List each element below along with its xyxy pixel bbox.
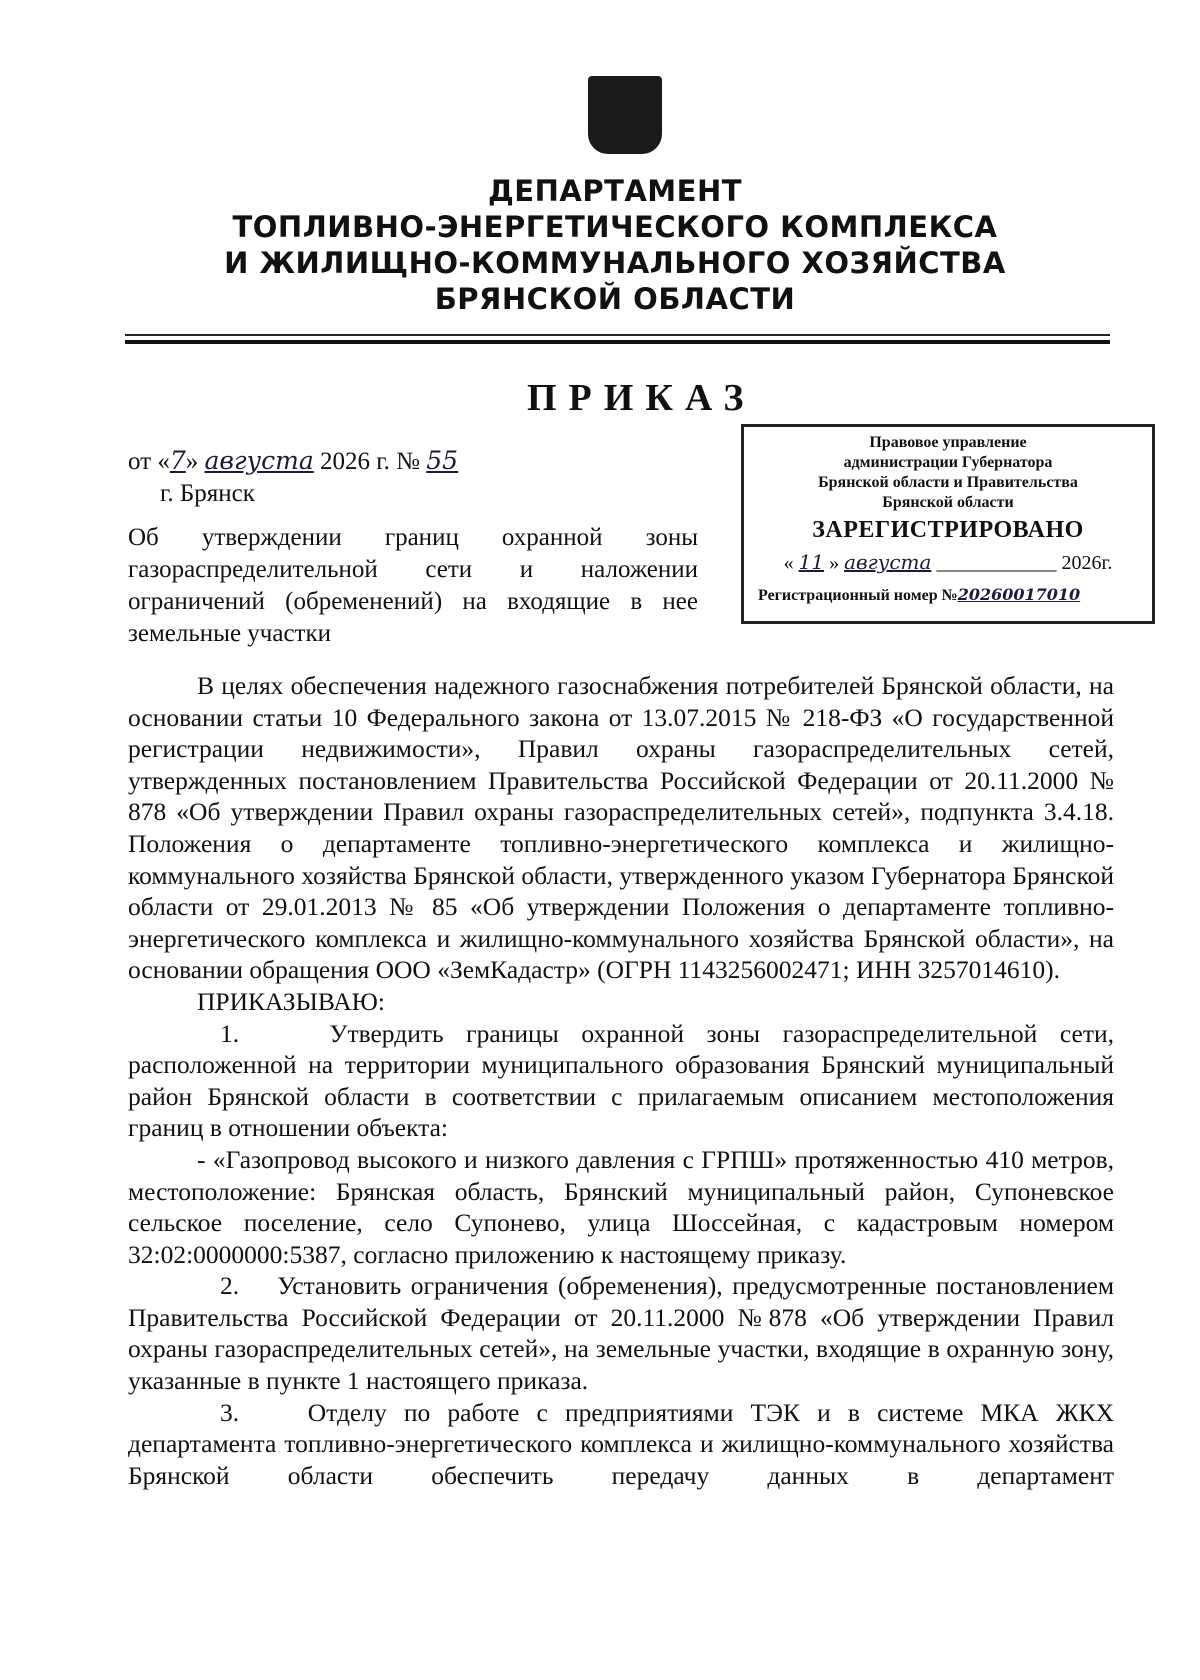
stamp-month: августа [844,550,932,574]
date-prefix: от « [128,448,170,475]
department-header [0,173,1200,317]
header-line: БРЯНСКОЙ ОБЛАСТИ [434,282,796,316]
stamp-reg-label: Регистрационный номер № [758,587,958,604]
date-year: 2026 г. [319,448,390,475]
order-item-1: 1. Утвердить границы охранной зоны газораспределительной сети, расположенной на территории муниципального образования Брянский муниципальный район Брянской области в соответствии с прилагаемым описанием местоположения границ в отношении объекта: [128,1018,1114,1143]
stamp-org-line: Брянской области [882,494,1014,511]
stamp-registration-number [744,585,1152,605]
date-month: августа [204,446,314,475]
order-date-line [128,446,458,476]
stamp-org-line: Брянской области и Правительства [818,474,1078,491]
registration-stamp [741,424,1155,624]
stamp-year: 2026г. [1061,552,1113,574]
stamp-date: « 11 » августа ____________ 2026г. [783,550,1113,574]
stamp-reg-number: 20260017010 [957,585,1081,604]
stamp-day: 11 [798,550,825,574]
order-number-label: № [396,448,421,475]
order-number: 55 [426,446,459,475]
order-item-2: 2. Установить ограничения (обременения), предусмотренные постановлением Правительства Российской Федерации от 20.11.2000 №878 «Об утверждении Правил охраны газораспределительных сетей», на земельные участки, входящие в охранную зону, указанные в пункте 1 настоящего приказа. [128,1271,1114,1396]
coat-of-arms-emblem [588,76,662,154]
order-subject: Об утверждении границ охранной зоны газораспределительной сети и наложении ограничений (обременений) на входящие в нее земельные участки [128,524,698,647]
stamp-organization [744,433,1152,513]
stamp-org-line: администрации Губернатора [843,454,1053,471]
stamp-registered-label: ЗАРЕГИСТРИРОВАНО [812,517,1084,543]
header-line: И ЖИЛИЩНО-КОММУНАЛЬНОГО ХОЗЯЙСТВА [224,246,1006,280]
date-day: 7 [169,446,186,475]
header-divider-thick [125,340,1110,344]
order-item-3: 3. Отделу по работе с предприятиями ТЭК и в системе МКА ЖКХ департамента топливно-энергетического комплекса и жилищно-коммунального хозяйства Брянской области обеспечить передачу данных в департамент [128,1397,1114,1490]
header-line: ТОПЛИВНО-ЭНЕРГЕТИЧЕСКОГО КОМПЛЕКСА [232,210,998,244]
date-mid: » [185,448,199,475]
document-body [128,670,1114,1491]
header-divider-thin [125,334,1110,336]
city-label: г. Брянск [160,480,255,507]
document-type-title: ПРИКАЗ [527,377,756,419]
header-line: ДЕПАРТАМЕНТ [487,174,743,208]
preamble-paragraph: В целях обеспечения надежного газоснабжения потребителей Брянской области, на основании статьи 10 Федерального закона от 13.07.2015 № 218-ФЗ «О государственной регистрации недвижимости», Правил охраны газораспределительных сетей, утвержденных постановлением Правительства Российской Федерации от 20.11.2000 № 878 «Об утверждении Правил охраны газораспределительных сетей», подпункта 3.4.18. Положения о департаменте топливно-энергетического комплекса и жилищно-коммунального хозяйства Брянской области, утвержденного указом Губернатора Брянской области от 29.01.2013 № 85 «Об утверждении Положения о департаменте топливно-энергетического комплекса и жилищно-коммунального хозяйства Брянской области», на основании обращения ООО «ЗемКадастр» (ОГРН 1143256002471; ИНН 3257014610). [128,671,1114,985]
order-item-1-object: - «Газопровод высокого и низкого давления с ГРПШ» протяженностью 410 метров, местоположение: Брянская область, Брянский муниципальный район, Супоневское сельское поселение, село Супонево, улица Шоссейная, с кадастровым номером 32:02:0000000:5387, согласно приложению к настоящему приказу. [128,1144,1114,1269]
stamp-org-line: Правовое управление [869,434,1027,451]
order-word: ПРИКАЗЫВАЮ: [197,986,385,1016]
